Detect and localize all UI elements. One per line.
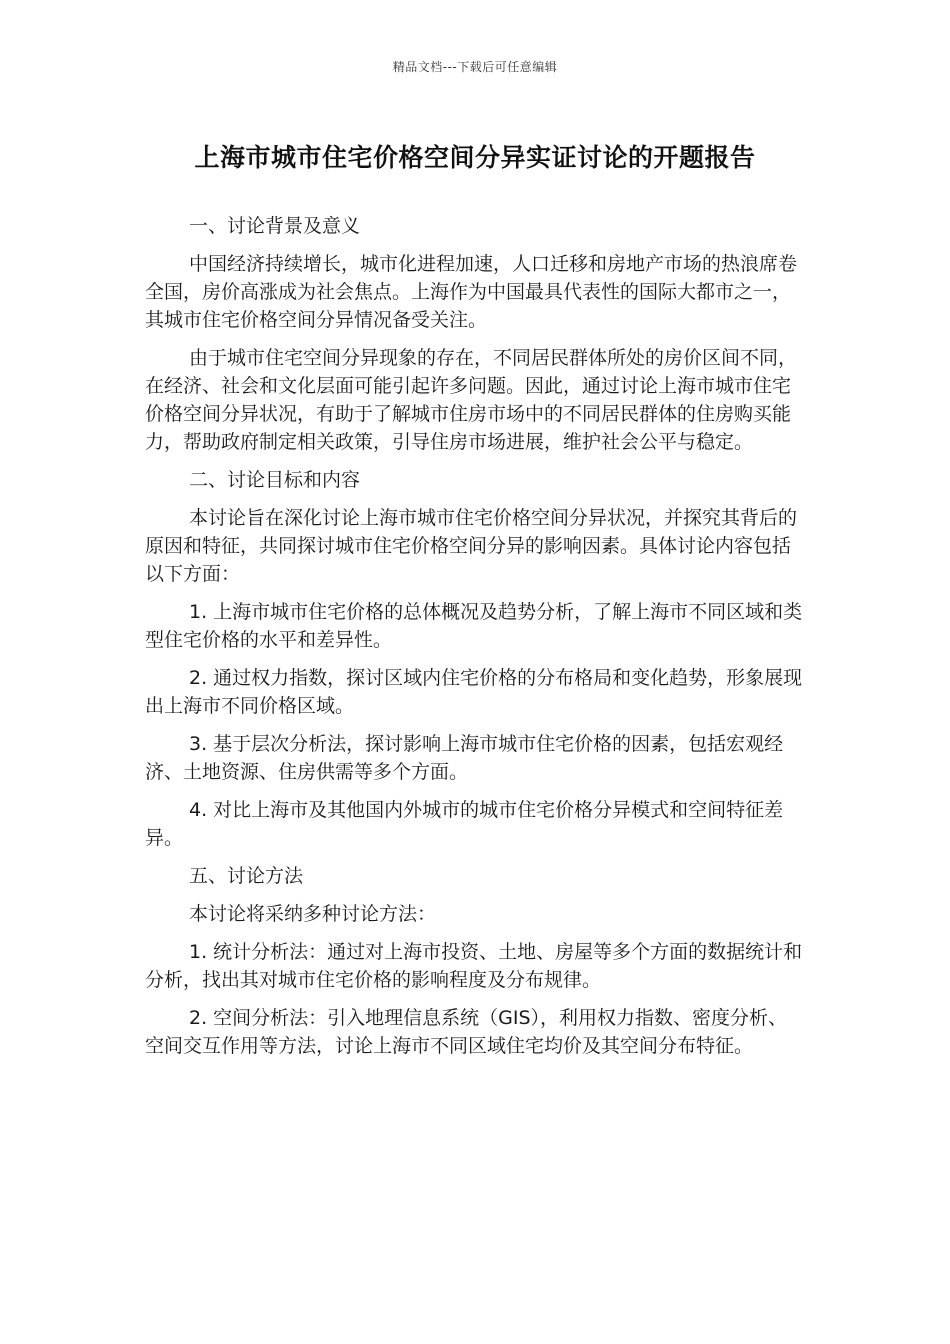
list-item-goal-4: 4. 对比上海市及其他国内外城市的城市住宅价格分异模式和空间特征差异。: [145, 799, 784, 849]
section-heading-goals: 二、讨论目标和内容: [189, 469, 361, 491]
paragraph-background-1: 中国经济持续增长，城市化进程加速，人口迁移和房地产市场的热浪席卷全国，房价高涨成为社会焦点。上海作为中国最具代表性的国际大都市之一，其城市住宅价格空间分异情况备受关注。: [145, 253, 798, 331]
list-item-goal-1: 1. 上海市城市住宅价格的总体概况及趋势分析，了解上海市不同区域和类型住宅价格的水平和差异性。: [145, 601, 803, 651]
paragraph-background-2: 由于城市住宅空间分异现象的存在，不同居民群体所处的房价区间不同，在经济、社会和文化层面可能引起许多问题。因此，通过讨论上海市城市住宅价格空间分异状况，有助于了解城市住房市场中的不同居民群体的住房购买能力，帮助政府制定相关政策，引导住房市场进展，维护社会公平与稳定。: [145, 347, 798, 453]
list-item-method-1: 1. 统计分析法：通过对上海市投资、土地、房屋等多个方面的数据统计和分析，找出其对城市住宅价格的影响程度及分布规律。: [145, 941, 803, 991]
list-item-goal-2: 2. 通过权力指数，探讨区域内住宅价格的分布格局和变化趋势，形象展现出上海市不同价格区域。: [145, 667, 803, 717]
list-item-goal-3: 3. 基于层次分析法，探讨影响上海市城市住宅价格的因素，包括宏观经济、土地资源、住房供需等多个方面。: [145, 733, 784, 783]
section-heading-methods: 五、讨论方法: [189, 865, 304, 887]
document-body: [145, 212, 805, 1070]
list-item-method-2: 2. 空间分析法：引入地理信息系统（GIS），利用权力指数、密度分析、空间交互作用等方法，讨论上海市不同区域住宅均价及其空间分布特征。: [145, 1007, 788, 1057]
document-title: 上海市城市住宅价格空间分异实证讨论的开题报告: [194, 143, 756, 172]
paragraph-methods-intro: 本讨论将采纳多种讨论方法：: [189, 903, 437, 925]
header-note: 精品文档---下载后可任意编辑: [392, 60, 558, 74]
section-heading-background: 一、讨论背景及意义: [189, 215, 361, 237]
paragraph-goals-intro: 本讨论旨在深化讨论上海市城市住宅价格空间分异状况，并探究其背后的原因和特征，共同探讨城市住宅价格空间分异的影响因素。具体讨论内容包括以下方面：: [145, 507, 798, 585]
